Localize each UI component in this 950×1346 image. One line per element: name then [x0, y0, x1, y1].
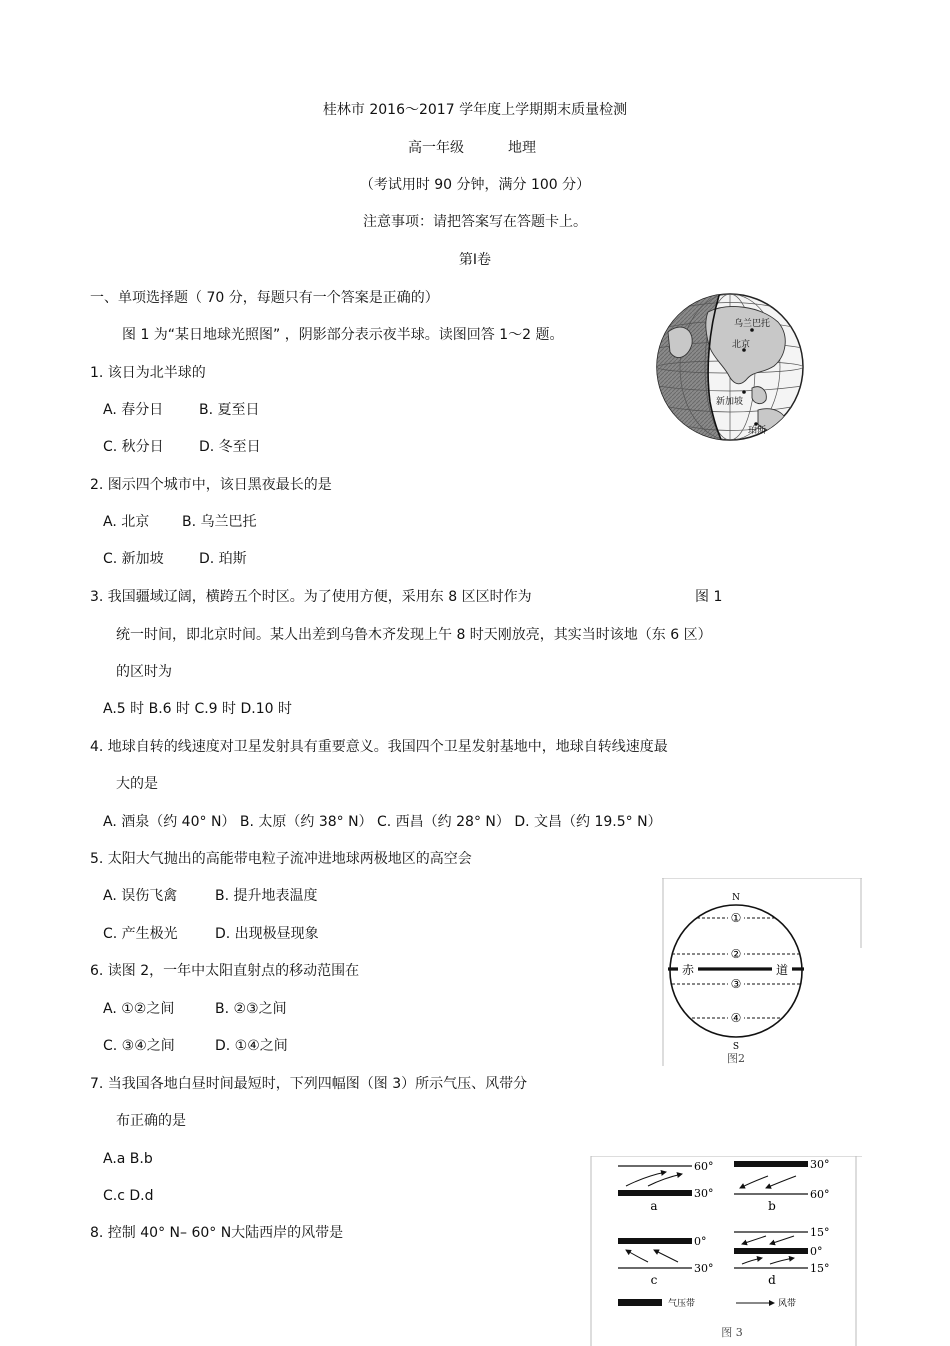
volume-label: 第Ⅰ卷: [458, 252, 492, 268]
panel-a-label-top: 60°: [694, 1160, 714, 1173]
panel-d-label-top: 15°: [810, 1226, 830, 1239]
q2-stem: 2. 图示四个城市中，该日黑夜最长的是: [90, 477, 332, 493]
figure1-globe: [648, 292, 812, 442]
equator-label-1: 赤: [681, 963, 695, 977]
q7-options-ab: A.a B.b: [103, 1151, 153, 1167]
figure3-legend: [618, 1297, 796, 1309]
q2-option-a: A. 北京: [103, 514, 150, 530]
grade-label: 高一年级: [408, 140, 464, 156]
q7-line2: 布正确的是: [116, 1113, 186, 1129]
latitude-line-3: ③: [730, 977, 742, 991]
q2-option-c: C. 新加坡: [103, 551, 164, 567]
q8-stem: 8. 控制 40° N– 60° N大陆西岸的风带是: [90, 1225, 344, 1241]
q3-options: A.5 时 B.6 时 C.9 时 D.10 时: [103, 701, 292, 717]
panel-a-label-bottom: 30°: [694, 1187, 714, 1200]
panel-c-letter: c: [650, 1273, 658, 1287]
q6-option-c: C. ③④之间: [103, 1038, 175, 1054]
exam-title: 桂林市 2016～2017 学年度上学期期末质量检测: [322, 102, 628, 118]
panel-a-letter: a: [650, 1199, 658, 1213]
latitude-line-2: ②: [730, 947, 742, 961]
time-note: （考试用时 90 分钟，满分 100 分）: [359, 177, 591, 193]
q4-line2: 大的是: [116, 776, 158, 792]
figure2-latitude-diagram: [662, 878, 862, 1066]
q5-option-c: C. 产生极光: [103, 926, 178, 942]
q7-options-cd: C.c D.d: [103, 1188, 154, 1204]
figure3-caption: 图 3: [721, 1326, 743, 1339]
panel-c-label-top: 0°: [694, 1235, 707, 1248]
latitude-line-4: ④: [730, 1011, 742, 1025]
q5-stem: 5. 太阳大气抛出的高能带电粒子流冲进地球两极地区的高空会: [90, 851, 472, 867]
section-intro: 图 1 为“某日地球光照图” ，阴影部分表示夜半球。读图回答 1～2 题。: [122, 327, 564, 343]
panel-c: [618, 1235, 714, 1287]
panel-a: [618, 1160, 714, 1213]
q3-line2: 统一时间，即北京时间。某人出差到乌鲁木齐发现上午 8 时天刚放亮，其实当时该地（东 6 区）: [116, 627, 712, 643]
city-label-ulaanbaatar: 乌兰巴托: [734, 319, 771, 329]
panel-d-letter: d: [768, 1273, 776, 1287]
figure2-caption: 图2: [727, 1052, 745, 1065]
q1-option-c: C. 秋分日: [103, 439, 164, 455]
q7-line1: 7. 当我国各地白昼时间最短时，下列四幅图（图 3）所示气压、风带分: [90, 1076, 528, 1092]
panel-d-label-bottom: 15°: [810, 1262, 830, 1275]
q6-option-a: A. ①②之间: [103, 1001, 175, 1017]
south-label: S: [732, 1042, 740, 1052]
legend-wind-label: 风带: [778, 1299, 797, 1309]
city-label-perth: 珀斯: [748, 426, 767, 436]
city-label-singapore: 新加坡: [716, 397, 744, 407]
panel-c-label-bottom: 30°: [694, 1262, 714, 1275]
panel-d: [734, 1226, 830, 1287]
q1-option-a: A. 春分日: [103, 402, 164, 418]
q2-option-d: D. 珀斯: [199, 551, 247, 567]
q1-option-d: D. 冬至日: [199, 439, 261, 455]
q3-line1: 3. 我国疆域辽阔，横跨五个时区。为了使用方便，采用东 8 区区时作为: [90, 589, 532, 605]
q6-option-b: B. ②③之间: [215, 1001, 287, 1017]
section-heading: 一、单项选择题（ 70 分，每题只有一个答案是正确的）: [90, 290, 439, 306]
panel-b-label-bottom: 60°: [810, 1188, 830, 1201]
q6-option-d: D. ①④之间: [215, 1038, 288, 1054]
notice: 注意事项：请把答案写在答题卡上。: [363, 214, 587, 230]
latitude-line-1: ①: [730, 911, 742, 925]
subject-label: 地理: [508, 140, 536, 156]
panel-b: [734, 1158, 830, 1213]
panel-b-letter: b: [768, 1199, 776, 1213]
city-label-beijing: 北京: [732, 340, 751, 350]
q4-line1: 4. 地球自转的线速度对卫星发射具有重要意义。我国四个卫星发射基地中，地球自转线速度最: [90, 739, 668, 755]
legend-pressure-swatch: [618, 1299, 662, 1306]
figure3-wind-belts: [590, 1156, 862, 1346]
q5-option-b: B. 提升地表温度: [215, 888, 318, 904]
q6-stem: 6. 读图 2，一年中太阳直射点的移动范围在: [90, 963, 360, 979]
panel-d-label-middle: 0°: [810, 1245, 823, 1258]
q2-option-b: B. 乌兰巴托: [182, 514, 257, 530]
q5-option-a: A. 误伤飞禽: [103, 888, 178, 904]
equator-label-2: 道: [775, 963, 789, 977]
q1-stem: 1. 该日为北半球的: [90, 365, 206, 381]
q3-line3: 的区时为: [116, 664, 172, 680]
figure1-label: 图 1: [695, 589, 723, 605]
panel-b-label-top: 30°: [810, 1158, 830, 1171]
city-marker-singapore: [742, 390, 746, 394]
north-label: N: [732, 893, 740, 903]
legend-pressure-label: 气压带: [668, 1299, 696, 1309]
q5-option-d: D. 出现极昼现象: [215, 926, 319, 942]
q4-options: A. 酒泉（约 40° N） B. 太原（约 38° N） C. 西昌（约 28° N） D. 文昌（约 19.5° N）: [103, 814, 662, 830]
q1-option-b: B. 夏至日: [199, 402, 260, 418]
